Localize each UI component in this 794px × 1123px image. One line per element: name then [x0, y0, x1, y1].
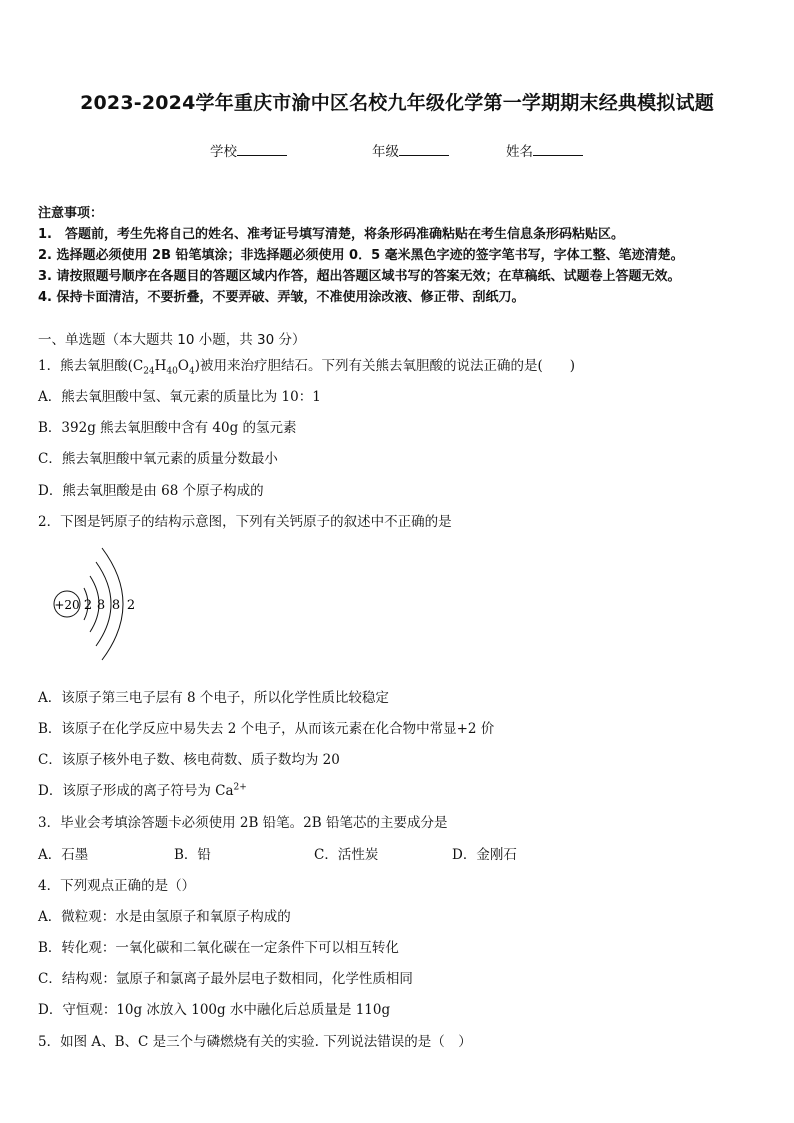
q1-stem-text: )被用来治疗胆结石。下列有关熊去氧胆酸的说法正确的是( )	[194, 358, 575, 374]
q4-option-b: B．转化观：一氧化碳和二氧化碳在一定条件下可以相互转化	[38, 940, 399, 956]
q1-option-b: B．392g 熊去氧胆酸中含有 40g 的氢元素	[38, 420, 297, 436]
q1-option-a: A．熊去氧胆酸中氢、氧元素的质量比为 10：1	[38, 389, 321, 405]
note-item-4: 4. 保持卡面清洁，不要折叠，不要弄破、弄皱，不准使用涂改液、修正带、刮纸刀。	[38, 290, 525, 305]
q2-stem: 2．下图是钙原子的结构示意图，下列有关钙原子的叙述中不正确的是	[38, 514, 452, 530]
note-item-1: 1. 答题前，考生先将自己的姓名、准考证号填写清楚，将条形码准确粘贴在考生信息条形码粘贴区。	[38, 227, 624, 242]
q4-option-c: C．结构观：氩原子和氯离子最外层电子数相同，化学性质相同	[38, 971, 413, 987]
shell-electron-count: 2	[83, 598, 93, 613]
q3-option-c: C．活性炭	[314, 847, 379, 863]
q3-option-d: D．金刚石	[452, 847, 517, 863]
school-field	[210, 140, 287, 160]
q1-stem-text: O	[177, 358, 189, 374]
q1-stem-text: 1．熊去氧胆酸(C	[38, 358, 144, 374]
q1-option-d: D．熊去氧胆酸是由 68 个原子构成的	[38, 483, 264, 499]
q1-subscript: 4	[188, 366, 195, 377]
q2-option-a: A．该原子第三电子层有 8 个电子，所以化学性质比较稳定	[38, 690, 389, 706]
q3-option-a: A．石墨	[38, 847, 89, 863]
q2-option-d	[38, 779, 247, 799]
name-label: 姓名	[506, 144, 533, 160]
q1-subscript: 40	[166, 366, 178, 377]
section-heading: 一、单选题（本大题共 10 小题，共 30 分）	[38, 332, 306, 348]
q3-stem: 3．毕业会考填涂答题卡必须使用 2B 铅笔。2B 铅笔芯的主要成分是	[38, 815, 448, 831]
q5-stem: 5．如图 A、B、C 是三个与磷燃烧有关的实验. 下列说法错误的是（ ）	[38, 1034, 472, 1050]
q4-option-a: A．微粒观：水是由氢原子和氧原子构成的	[38, 909, 291, 925]
name-blank	[533, 143, 583, 156]
q3-option-b: B．铅	[174, 847, 211, 863]
note-item-2: 2. 选择题必须使用 2B 铅笔填涂；非选择题必须使用 0．5 毫米黑色字迹的签字笔书写，字体工整、笔迹清楚。	[38, 248, 684, 263]
calcium-atom-diagram	[40, 540, 150, 670]
shell-electron-count: 2	[126, 598, 136, 613]
notes-heading: 注意事项：	[38, 206, 104, 221]
q2-option-c: C．该原子核外电子数、核电荷数、质子数均为 20	[38, 752, 340, 768]
ion-charge-superscript: 2+	[233, 782, 247, 793]
q1-subscript: 24	[143, 366, 155, 377]
grade-blank	[399, 143, 449, 156]
q4-option-d: D．守恒观：10g 冰放入 100g 水中融化后总质量是 110g	[38, 1002, 391, 1018]
q1-option-c: C．熊去氧胆酸中氧元素的质量分数最小	[38, 451, 278, 467]
q2-option-b: B．该原子在化学反应中易失去 2 个电子，从而该元素在化合物中常显+2 价	[38, 721, 495, 737]
grade-label: 年级	[372, 144, 399, 160]
q4-stem: 4．下列观点正确的是（）	[38, 878, 196, 894]
note-item-3: 3. 请按照题号顺序在各题目的答题区域内作答，超出答题区域书写的答案无效；在草稿纸、试题卷上答题无效。	[38, 269, 681, 284]
nucleus-charge: +20	[54, 598, 80, 612]
school-label: 学校	[210, 144, 237, 160]
q1-stem	[38, 354, 575, 377]
q2-option-d-text: D．该原子形成的离子符号为 Ca	[38, 783, 234, 799]
exam-title: 2023-2024学年重庆市渝中区名校九年级化学第一学期期末经典模拟试题	[80, 92, 714, 114]
shell-electron-count: 8	[96, 598, 106, 613]
name-field	[506, 140, 583, 160]
q1-stem-text: H	[154, 358, 167, 374]
school-blank	[237, 143, 287, 156]
grade-field	[372, 140, 449, 160]
shell-electron-count: 8	[111, 598, 121, 613]
